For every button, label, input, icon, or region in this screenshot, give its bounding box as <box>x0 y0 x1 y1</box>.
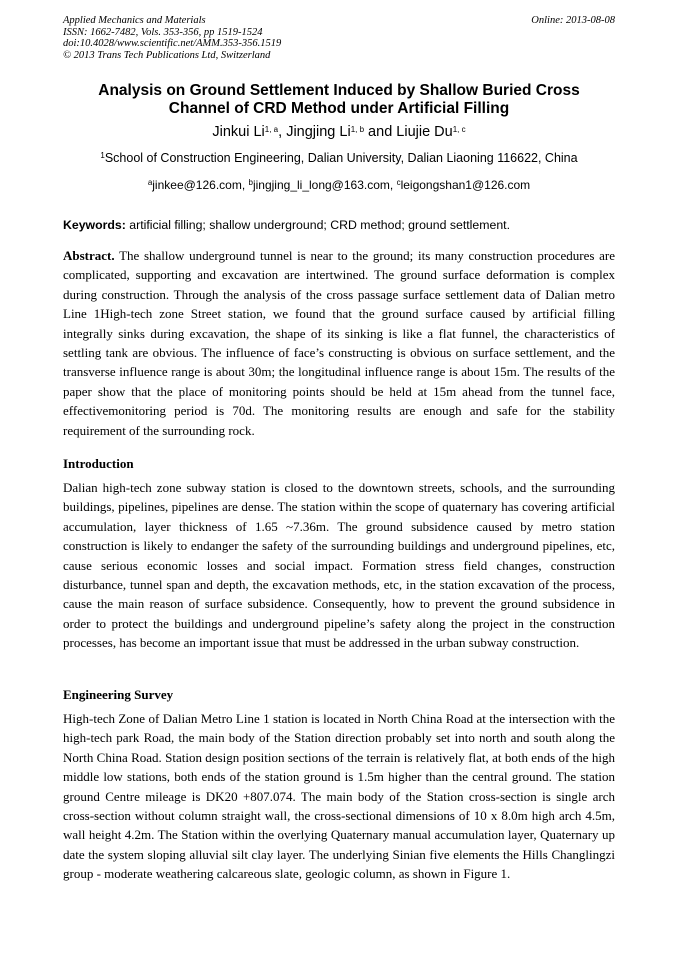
email-c: leigongshan1@126.com <box>400 178 531 192</box>
author-emails <box>63 177 615 193</box>
author-affiliation-mark: 1, b <box>350 125 365 134</box>
abstract-label: Abstract. <box>63 248 115 263</box>
section-heading-engineering-survey: Engineering Survey <box>63 687 174 702</box>
abstract <box>63 246 615 440</box>
engineering-survey-paragraph: High-tech Zone of Dalian Metro Line 1 station is located in North China Road at the intersection with the high-tech park Road, the main body of the Station direction probably set into north and south along the North China Road. Station design position sections of the terrain is relatively flat, at both ends of the high middle low stations, both ends of the station ground is 1.5m higher than the central ground. The station ground Centre mileage is DK20 +807.074. The main body of the Station cross-section is single arch cross-section without column straight wall, the cross-sectional dimensions of 10 x 8.0m high arch 4.5m, wall height 4.2m. The Station within the overlying Quaternary manual accumulation layer, Quaternary up date the system sloping alluvial silt clay layer. The underlying Sinian five elements the Hills Changlingzi group - moderate weathering calcareous slate, geologic column, as shown in Figure 1. <box>63 711 615 882</box>
keywords-label: Keywords: <box>63 218 126 232</box>
online-date: Online: 2013-08-08 <box>531 15 615 26</box>
email-mark-a: a <box>147 178 153 187</box>
affiliation-text: School of Construction Engineering, Dalian University, Dalian Liaoning 116622, China <box>104 151 578 165</box>
keywords-text: artificial filling; shallow underground; CRD method; ground settlement. <box>125 218 511 232</box>
introduction-paragraph: Dalian high-tech zone subway station is closed to the downtown streets, schools, and the surrounding buildings, pipelines, pipelines are dense. The station within the scope of quaternary has covering artificial accumulation, layer thickness of 1.65 ~7.36m. The ground subsidence caused by metro station construction is likely to endanger the safety of the surrounding buildings and underground pipelines, etc, cause serious economic losses and social impact. Formation stress field changes, construction disturbance, tunnel span and depth, the excavation methods, etc, in the station excavation of the process, cause the main reason of surface subsidence. Consequently, how to prevent the ground subsidence in order to protect the buildings and underground pipeline’s safety along the project in the construction processes, has become an important issue that must be addressed in the urban subway construction. <box>63 480 615 651</box>
author-separator: , <box>278 124 287 140</box>
author-affiliation-mark: 1, c <box>452 125 466 134</box>
author-name: Jinkui Li <box>212 124 265 140</box>
section-heading-introduction: Introduction <box>63 456 134 471</box>
doi-line: doi:10.4028/www.scientific.net/AMM.353-356.1519 <box>63 38 282 49</box>
email-b: jingjing_li_long@163.com, <box>252 178 397 192</box>
journal-name: Applied Mechanics and Materials <box>63 15 206 26</box>
title-line-2: Channel of CRD Method under Artificial Filling <box>168 100 510 117</box>
author-name: Liujie Du <box>396 124 453 140</box>
issn-line: ISSN: 1662-7482, Vols. 353-356, pp 1519-1524 <box>63 26 263 38</box>
paper-title <box>63 82 615 118</box>
affiliation <box>63 150 615 166</box>
author-separator: and <box>364 124 397 140</box>
author-list <box>63 123 615 141</box>
email-a: jinkee@126.com, <box>152 178 249 192</box>
author-name: Jingjing Li <box>286 124 351 140</box>
copyright-line: © 2013 Trans Tech Publications Ltd, Switzerland <box>63 49 271 61</box>
title-line-1: Analysis on Ground Settlement Induced by Shallow Buried Cross <box>98 82 580 99</box>
abstract-text: The shallow underground tunnel is near to the ground; its many construction procedures are complicated, supporting and excavation are intertwined. The ground surface deformation is complex during construction. Through the analysis of the cross passage surface settlement data of Dalian metro Line 1High-tech zone Street station, we found that the ground surface caused by artificial filling integrally sinks during excavation, the shape of its sinking is like a flat funnel, the characteristics of settling tank are obvious. The influence of face’s constructing is obvious on surface settlement, and the transverse influence range is about 30m; the longitudinal influence range is about 15m. The results of the paper show that the place of monitoring points should be held at 15m ahead from the tunnel face, effectivemonitoring period is 70d. The monitoring results are enough and safe for the stability requirement of the surrounding rock. <box>63 248 615 438</box>
email-mark-c: c <box>396 178 401 187</box>
journal-header <box>63 15 615 61</box>
keywords <box>63 217 615 233</box>
email-mark-b: b <box>248 178 253 187</box>
author-affiliation-mark: 1, a <box>264 125 279 134</box>
affiliation-mark: 1 <box>100 151 105 160</box>
